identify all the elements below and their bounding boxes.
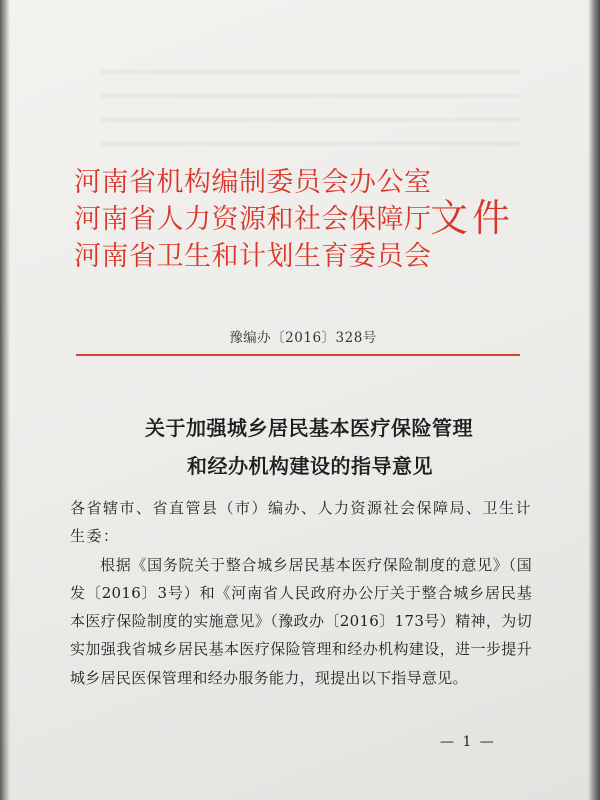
body-paragraph: 根据《国务院关于整合城乡居民基本医疗保险制度的意见》（国发〔2016〕3号）和《河南省人民政府办公厅关于整合城乡居民基本医疗保险制度的实施意见》（豫政办〔2016〕173号）精神，为切实加强我省城乡居民基本医疗保险管理和经办机构建设，进一步提升城乡居民医保管理和经办服务能力，现提出以下指导意见。 [70, 555, 532, 687]
red-header [74, 162, 544, 282]
document-title-line-1: 关于加强城乡居民基本医疗保险管理 [145, 416, 473, 440]
salutation: 各省辖市、省直管县（市）编办、人力资源社会保障局、卫生计生委： [70, 499, 533, 546]
show-through-text [100, 60, 520, 160]
page-right-edge-shadow [588, 0, 600, 800]
document-type-label: 文件 [430, 196, 515, 240]
issuer-name: 河南省卫生和计划生育委员会 [74, 241, 432, 272]
page-left-edge-shadow [0, 0, 10, 800]
page-number: — 1 — [440, 734, 496, 750]
document-title-line-2: 和经办机构建设的指导意见 [187, 454, 433, 478]
red-separator-rule [76, 354, 520, 356]
issuer-name: 河南省人力资源和社会保障厅 [74, 204, 432, 235]
issuer-name: 河南省机构编制委员会办公室 [74, 167, 432, 198]
document-body [70, 494, 532, 692]
document-number: 豫编办〔2016〕328号 [229, 330, 377, 346]
